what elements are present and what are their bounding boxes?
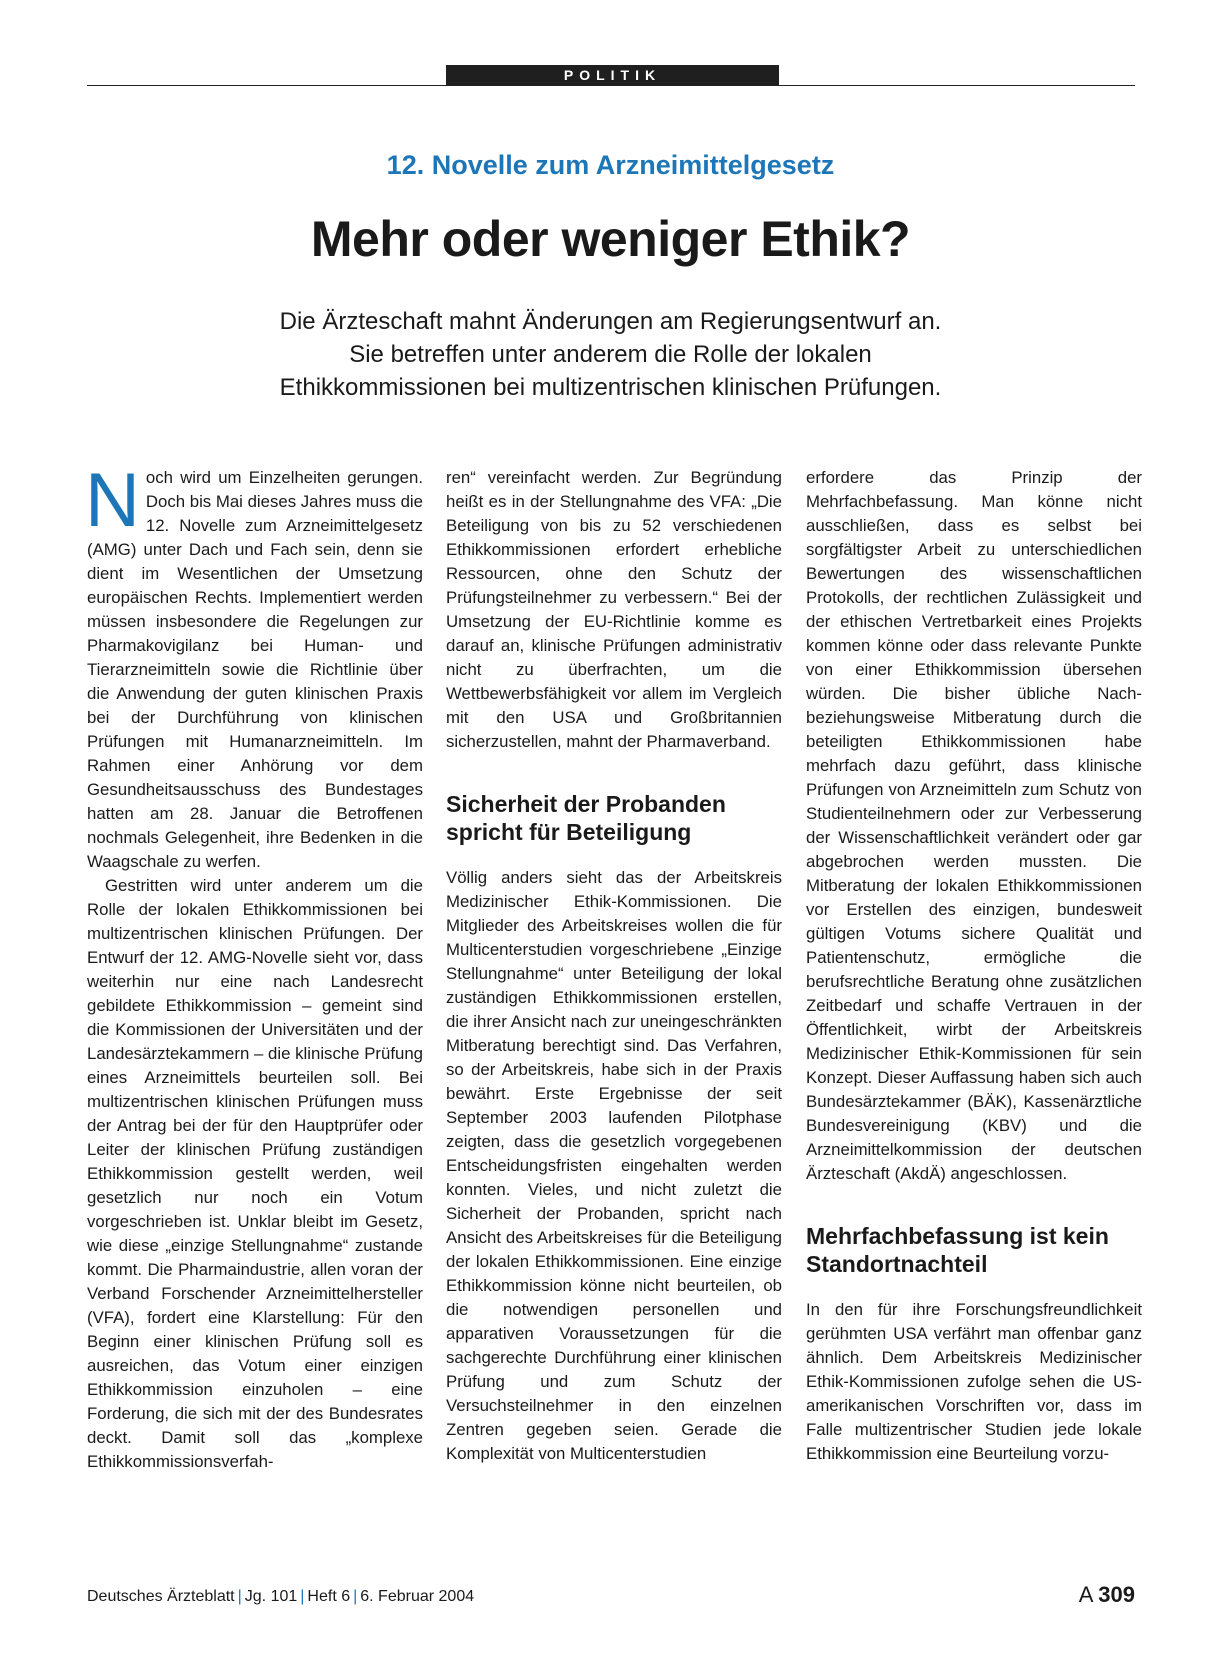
section-subheading: Mehrfachbefassung ist kein Standortnachteil [806,1223,1109,1277]
page-number [1079,1582,1135,1608]
journal-name: Deutsches Ärzteblatt [87,1588,235,1605]
page-number-value: 309 [1098,1582,1135,1607]
header-rule [87,85,1135,86]
deck-line: Ethikkommissionen bei multizentrischen klinischen Prüfungen. [279,374,942,401]
paragraph: Völlig anders sieht das der Arbeitskreis Medizinischer Ethik-Kommissionen. Die Mitglieder des Arbeitskreises wollen die für Multicenterstudien vorgeschriebene „Einzige Stellungnahme“ unter Beteiligung der lokal zuständigen Ethikkommissionen erstellen, die ihrer Ansicht nach zur uneingeschränkten Mitberatung berechtigt sind. Das Verfahren, so der Arbeitskreis, habe sich in der Praxis bewährt. Erste Ergebnisse der seit September 2003 laufenden Pilotphase zeigten, dass die gesetzlich vorgegebenen Entscheidungsfristen eingehalten werden konnten. Vieles, und nicht zuletzt die Sicherheit der Probanden, spricht nach Ansicht des Arbeitskreises für die Beteiligung der lokalen Ethikkommissionen. Eine einzige Ethikkommission könne nicht beurteilen, ob die notwendigen personellen und apparativen Voraussetzungen für die sachgerechte Durchführung einer klinischen Prüfung und zum Schutz der Versuchsteilnehmer in den einzelnen Zentren gegeben seien. Gerade die Komplexität von Multicenterstudien [446,868,782,1463]
text-column-3 [806,466,1142,1466]
issue-date: 6. Februar 2004 [360,1588,475,1605]
page-footer [87,1588,474,1606]
deck-line: Die Ärzteschaft mahnt Änderungen am Regierungsentwurf an. [279,308,942,335]
article-deck [200,305,1021,404]
journal-volume: Jg. 101 [244,1588,298,1605]
text-column-1 [85,458,423,1474]
paragraph: Gestritten wird unter anderem um die Rolle der lokalen Ethikkommissionen bei multizentrischen klinischen Prüfungen. Der Entwurf der 12. AMG-Novelle sieht vor, dass weiterhin nur eine nach Landesrecht gebildete Ethikkommission – gemeint sind die Kommissionen der Universitäten und der Landesärztekammern – die klinische Prüfung eines Arzneimittels beurteilen soll. Bei multizentrischen klinischen Prüfungen muss der Antrag bei der für den Hauptprüfer oder Leiter der klinischen Prüfung zuständigen Ethikkommission gestellt werden, weil gesetzlich nur noch ein Votum vorgeschrieben ist. Unklar bleibt im Gesetz, wie diese „einzige Stellungnahme“ zustande kommt. Die Pharmaindustrie, allen voran der Verband Forschender Arzneimittelhersteller (VFA), fordert eine Klarstellung: Für den Beginn einer klinischen Prüfung soll es ausreichen, das Votum einer einzigen Ethikkommission einzuholen – eine Forderung, die sich mit der des Bundesrates deckt. Damit soll das „komplexe Ethikkommissionsverfah- [87,876,423,1471]
journal-issue: Heft 6 [307,1588,351,1605]
footer-separator: | [300,1588,305,1605]
paragraph: In den für ihre Forschungsfreundlichkeit gerühmten USA verfährt man offenbar ganz ähnlich. Dem Arbeitskreis Medizinischer Ethik-Kommissionen zufolge sehen die US-amerikanischen Vorschriften vor, dass im Falle multizentrischer Studien jede lokale Ethikkommission eine Beurteilung vorzu- [806,1300,1142,1463]
footer-separator: | [353,1588,358,1605]
paragraph-text: och wird um Einzelheiten gerungen. Doch bis Mai dieses Jahres muss die 12. Novelle zum Arzneimittelgesetz (AMG) unter Dach und Fach sein, denn sie dient im Wesentlichen der Umsetzung europäischen Rechts. Implementiert werden müssen insbesondere die Regelungen zur Pharmakovigilanz bei Human- und Tierarzneimitteln sowie die Richtlinie über die Anwendung der guten klinischen Praxis bei der Durchführung von klinischen Prüfungen mit Humanarzneimitteln. Im Rahmen einer Anhörung vor dem Gesundheitsausschuss des Bundestages hatten am 28. Januar die Betroffenen nochmals Gelegenheit, ihre Bedenken in die Waagschale zu werfen. [87,468,423,871]
deck-line: Sie betreffen unter anderem die Rolle der lokalen [349,341,872,368]
article-kicker: 12. Novelle zum Arzneimittelgesetz [386,150,835,180]
page-prefix: A [1078,1582,1093,1607]
footer-separator: | [237,1588,242,1605]
paragraph: ren“ vereinfacht werden. Zur Begründung heißt es in der Stellungnahme des VFA: „Die Beteiligung von bis zu 52 verschiedenen Ethikkommissionen erfordert erhebliche Ressourcen, ohne den Schutz der Prüfungsteilnehmer zu verbessern.“ Bei der Umsetzung der EU-Richtlinie komme es darauf an, klinische Prüfungen administrativ nicht zu überfrachten, um die Wettbewerbsfähigkeit vor allem im Vergleich mit den USA und Großbritannien sicherzustellen, mahnt der Pharmaverband. [446,468,782,751]
drop-cap: N [85,458,140,543]
paragraph: erfordere das Prinzip der Mehrfachbefassung. Man könne nicht ausschließen, dass es selbst bei sorgfältigster Arbeit zu unterschiedlichen Bewertungen des wissenschaftlichen Protokolls, der rechtlichen Zulässigkeit und der ethischen Vertretbarkeit eines Projekts kommen könne oder dass relevante Punkte von einer Ethikkommission übersehen würden. Die bisher übliche Nach- beziehungsweise Mitberatung durch die beteiligten Ethikkommissionen habe mehrfach dazu geführt, dass klinische Prüfungen von Arzneimitteln zum Schutz von Studienteilnehmern oder zur Verbesserung der Wissenschaftlichkeit verändert oder gar abgebrochen werden mussten. Die Mitberatung der lokalen Ethikkommissionen vor Erstellen des einzigen, bundesweit gültigen Votums sichere Qualität und Patientenschutz, ermögliche die berufsrechtliche Beratung ohne zusätzlichen Zeitbedarf und schaffe Vertrauen in der Öffentlichkeit, wirbt der Arbeitskreis Medizinischer Ethik-Kommissionen für sein Konzept. Dieser Auffassung haben sich auch Bundesärztekammer (BÄK), Kassenärztliche Bundesvereinigung (KBV) und die Arzneimittelkommission der deutschen Ärzteschaft (AkdÄ) angeschlossen. [806,468,1142,1183]
article-headline: Mehr oder weniger Ethik? [310,211,911,267]
paragraph [85,458,423,874]
section-subheading: Sicherheit der Probanden spricht für Beteiligung [446,791,726,845]
section-label: POLITIK [446,65,779,85]
text-column-2 [446,466,782,1466]
